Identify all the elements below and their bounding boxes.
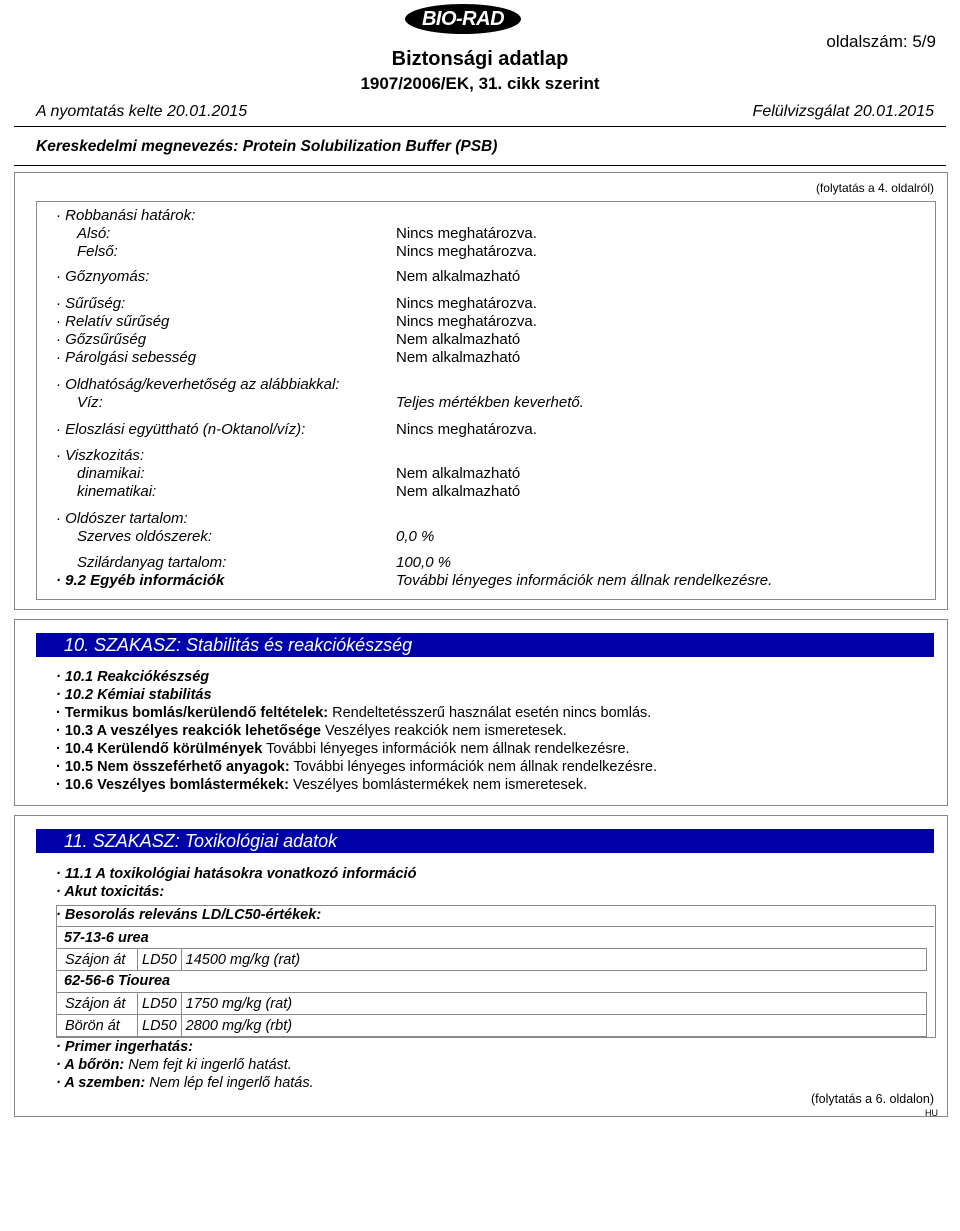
eye-value: Nem lép fel ingerlő hatás. <box>149 1075 314 1091</box>
stability-label: · 10.2 Kémiai stabilitás <box>56 687 212 703</box>
hazardous-reactions-line <box>56 723 567 739</box>
decomposition-line <box>56 777 587 793</box>
section10-heading <box>36 633 934 657</box>
acute-toxicity-label: · Akut toxicitás: <box>56 884 165 900</box>
organic-solvents-value: 0,0 % <box>396 528 435 545</box>
urea-ld-table <box>56 948 927 971</box>
skin-line <box>56 1057 292 1073</box>
conditions-line <box>56 741 630 757</box>
solvent-label: · Oldószer tartalom: <box>56 510 188 527</box>
acute-toxicity-line <box>56 884 164 900</box>
ld-heading-divider <box>56 926 934 927</box>
vapour-density-value: Nem alkalmazható <box>396 331 521 348</box>
kinematic-label: kinematikai: <box>77 483 157 500</box>
value-cell: 14500 mg/kg (rat) <box>181 949 926 971</box>
incompatible-label: · 10.5 Nem összeférhető anyagok: <box>56 759 290 775</box>
thermal-line <box>56 705 651 721</box>
trade-name: Kereskedelmi megnevezés: Protein Solubilization Buffer (PSB) <box>36 138 498 155</box>
table-row <box>57 949 927 971</box>
evaporation-value: Nem alkalmazható <box>396 349 521 366</box>
thermal-label: · Termikus bomlás/kerülendő feltételek: <box>56 705 329 721</box>
eye-line <box>56 1075 314 1091</box>
section10-heading-text: 10. SZAKASZ: Stabilitás és reakciókészség <box>64 635 413 655</box>
solids-value: 100,0 % <box>396 554 452 571</box>
evaporation-label: · Párolgási sebesség <box>56 349 197 366</box>
substance-urea: 57-13-6 urea <box>64 930 149 946</box>
route-cell: Börön át <box>57 1015 138 1037</box>
solids-label: Szilárdanyag tartalom: <box>77 554 227 571</box>
language-code: HU <box>925 1108 938 1118</box>
route-cell: Szájon át <box>57 949 138 971</box>
toxicology-info-label: · 11.1 A toxikológiai hatásokra vonatkozó információ <box>56 866 417 882</box>
hazardous-reactions-value: Veszélyes reakciók nem ismeretesek. <box>324 723 567 739</box>
toxicology-info-line <box>56 866 416 882</box>
decomposition-value: Veszélyes bomlástermékek nem ismeretesek. <box>292 777 588 793</box>
route-cell: Szájon át <box>57 993 138 1015</box>
kinematic-value: Nem alkalmazható <box>396 483 521 500</box>
density-label: · Sűrűség: <box>56 295 126 312</box>
type-cell: LD50 <box>138 949 182 971</box>
upper-limit-label: Felső: <box>77 243 118 260</box>
vapour-pressure-label: · Gőznyomás: <box>56 268 150 285</box>
reactivity-line <box>56 669 209 685</box>
viscosity-label: · Viszkozitás: <box>56 447 145 464</box>
reactivity-label: · 10.1 Reakciókészség <box>56 669 210 685</box>
relative-density-label: · Relatív sűrűség <box>56 313 170 330</box>
header-divider <box>14 126 946 127</box>
other-info-label: · 9.2 Egyéb információk <box>56 572 225 589</box>
type-cell: LD50 <box>138 993 182 1015</box>
revision-date: Felülvizsgálat 20.01.2015 <box>752 103 934 120</box>
trade-divider <box>14 165 946 166</box>
water-value: Teljes mértékben keverhető. <box>396 394 584 411</box>
section11-heading-text: 11. SZAKASZ: Toxikológiai adatok <box>64 831 338 851</box>
vapour-density-label: · Gőzsűrűség <box>56 331 147 348</box>
regulation-subtitle: 1907/2006/EK, 31. cikk szerint <box>360 74 600 93</box>
relative-density-value: Nincs meghatározva. <box>396 313 537 330</box>
partition-label: · Eloszlási együttható (n-Oktanol/víz): <box>56 421 306 438</box>
section11-heading <box>36 829 934 853</box>
type-cell: LD50 <box>138 1015 182 1037</box>
tiourea-ld-table <box>56 992 927 1037</box>
incompatible-line <box>56 759 657 775</box>
lower-limit-value: Nincs meghatározva. <box>396 225 537 242</box>
vapour-pressure-value: Nem alkalmazható <box>396 268 521 285</box>
value-cell: 2800 mg/kg (rbt) <box>181 1015 926 1037</box>
continued-to: (folytatás a 6. oldalon) <box>811 1092 934 1106</box>
incompatible-value: További lényeges információk nem állnak rendelkezésre. <box>293 759 657 775</box>
document-title: Biztonsági adatlap <box>391 48 569 70</box>
page-number: oldalszám: 5/9 <box>826 32 936 51</box>
explosion-limits-label: · Robbanási határok: <box>56 207 196 224</box>
hazardous-reactions-label: · 10.3 A veszélyes reakciók lehetősége <box>56 723 321 739</box>
skin-label: · A bőrön: <box>56 1057 125 1073</box>
ld-values-heading: · Besorolás releváns LD/LC50-értékek: <box>56 907 322 923</box>
solubility-label: · Oldhatóság/keverhetőség az alábbiakkal: <box>56 376 340 393</box>
upper-limit-value: Nincs meghatározva. <box>396 243 537 260</box>
dynamic-value: Nem alkalmazható <box>396 465 521 482</box>
substance-tiourea: 62-56-6 Tiourea <box>64 973 171 989</box>
primary-irritation-label: · Primer ingerhatás: <box>56 1039 193 1055</box>
conditions-label: · 10.4 Kerülendő körülmények <box>56 741 263 757</box>
lower-limit-label: Alsó: <box>77 225 111 242</box>
partition-value: Nincs meghatározva. <box>396 421 537 438</box>
thermal-value: Rendeltetésszerű használat esetén nincs bomlás. <box>332 705 652 721</box>
table-row <box>57 1015 927 1037</box>
organic-solvents-label: Szerves oldószerek: <box>77 528 213 545</box>
skin-value: Nem fejt ki ingerlő hatást. <box>128 1057 292 1073</box>
other-info-value: További lényeges információk nem állnak rendelkezésre. <box>396 572 773 589</box>
bio-rad-logo: BIO-RAD <box>405 4 521 34</box>
water-label: Víz: <box>77 394 103 411</box>
decomposition-label: · 10.6 Veszélyes bomlástermékek: <box>56 777 289 793</box>
stability-line <box>56 687 212 703</box>
density-value: Nincs meghatározva. <box>396 295 537 312</box>
print-date: A nyomtatás kelte 20.01.2015 <box>36 103 248 120</box>
value-cell: 1750 mg/kg (rat) <box>181 993 926 1015</box>
continued-from: (folytatás a 4. oldalról) <box>815 181 934 195</box>
dynamic-label: dinamikai: <box>77 465 145 482</box>
conditions-value: További lényeges információk nem állnak rendelkezésre. <box>266 741 630 757</box>
eye-label: · A szemben: <box>56 1075 146 1091</box>
table-row <box>57 993 927 1015</box>
